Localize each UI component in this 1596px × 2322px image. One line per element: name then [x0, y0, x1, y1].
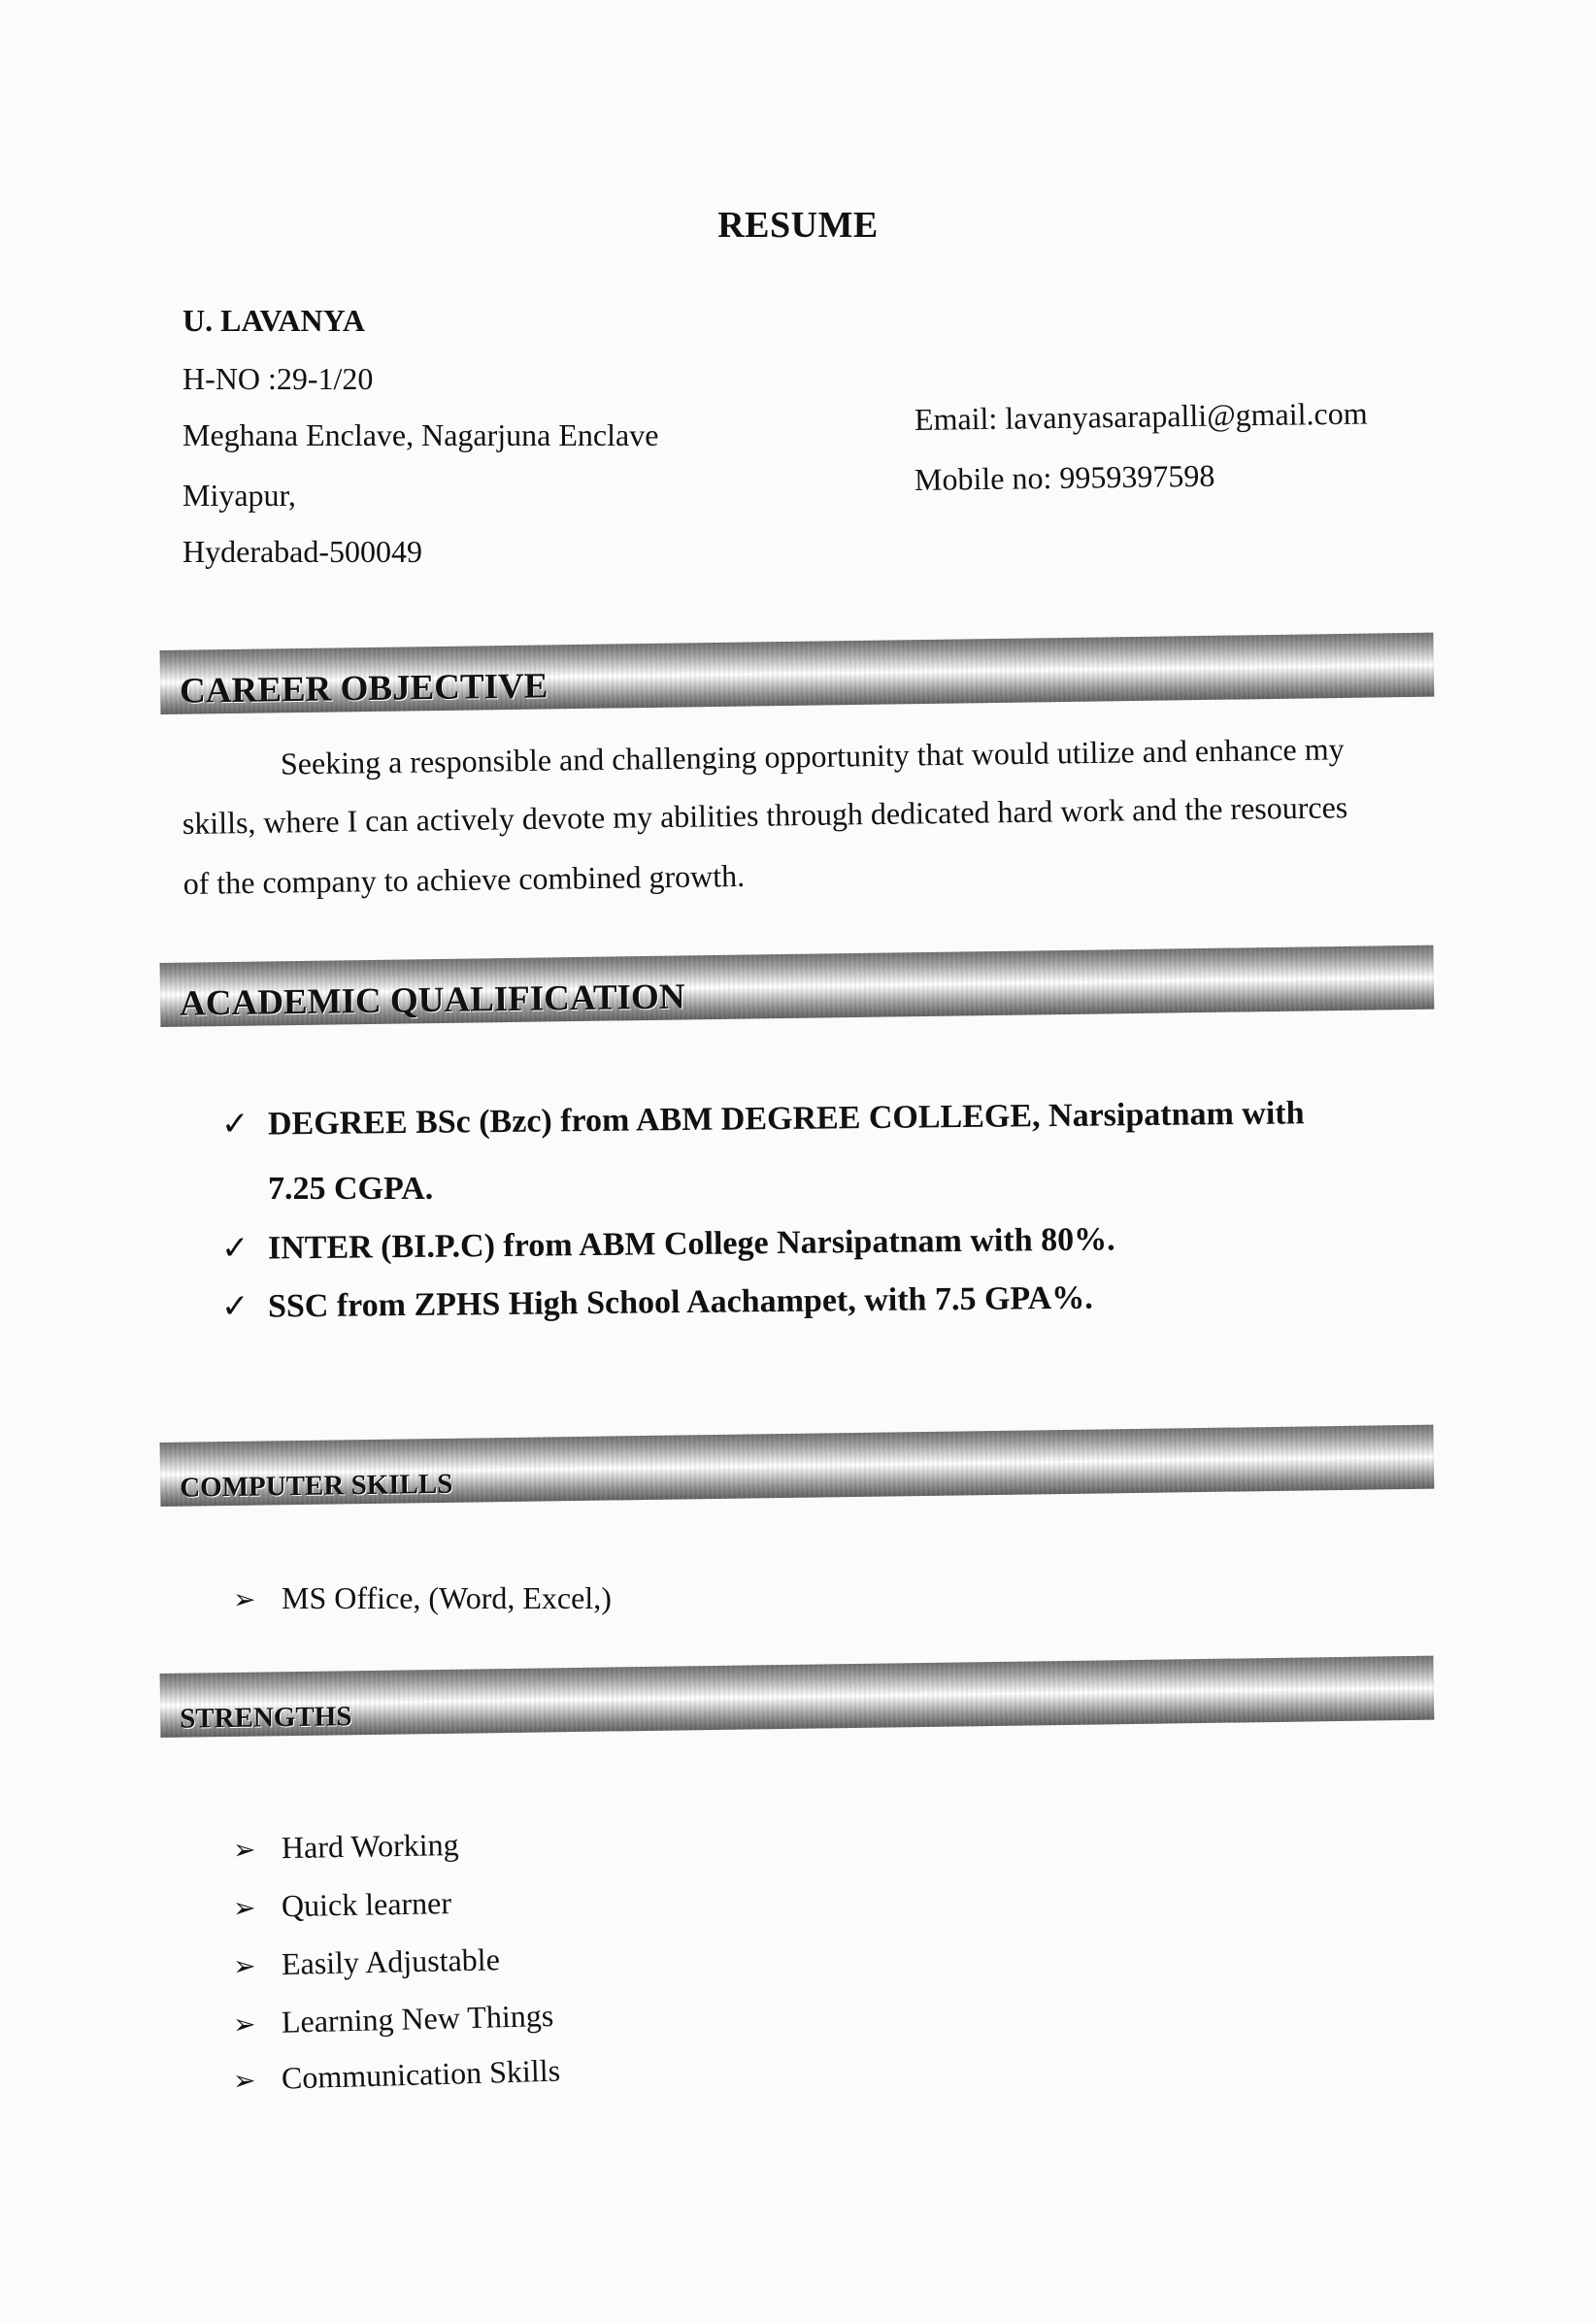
arrow-bullet-icon: ➢ [232, 1835, 256, 1866]
candidate-name: U. LAVANYA [183, 303, 365, 338]
arrow-bullet-icon: ➢ [233, 1585, 256, 1615]
academic-item-inter [221, 1219, 1115, 1268]
academic-item-text: DEGREE BSc (Bzc) from ABM DEGREE COLLEGE, Narsipatnam with [267, 1095, 1305, 1143]
section-bar-academic [160, 945, 1435, 1027]
strength-item [232, 2053, 560, 2098]
strength-text: Hard Working [281, 1826, 459, 1866]
address-house-number: H-NO :29-1/20 [183, 361, 374, 396]
objective-line: skills, where I can actively devote my abilities through dedicated hard work and the resources [182, 789, 1348, 841]
strength-item [233, 1885, 452, 1925]
mobile-text: Mobile no: 9959397598 [914, 457, 1215, 497]
career-objective-paragraph [182, 730, 1416, 922]
academic-item-degree-continued: 7.25 CGPA. [268, 1171, 434, 1207]
section-heading-computer-skills: COMPUTER SKILLS [179, 1468, 453, 1504]
computer-skill-item [233, 1580, 612, 1616]
checkmark-icon: ✓ [220, 1230, 249, 1267]
strength-item [233, 1998, 554, 2041]
academic-item-text: SSC from ZPHS High School Aachampet, with 7.5 GPA%. [267, 1279, 1093, 1325]
section-heading-academic: ACADEMIC QUALIFICATION [179, 977, 685, 1024]
section-heading-strengths: STRENGTHS [179, 1701, 352, 1735]
email-text: Email: lavanyasarapalli@gmail.com [914, 395, 1368, 437]
objective-line: of the company to achieve combined growth. [183, 857, 746, 901]
academic-item-degree [221, 1093, 1305, 1144]
address-locality: Miyapur, [183, 478, 296, 513]
strength-text: Easily Adjustable [281, 1941, 501, 1981]
section-bar-career-objective [160, 633, 1435, 714]
academic-item-text: INTER (BI.P.C) from ABM College Narsipatnam with 80%. [267, 1221, 1115, 1267]
document-title: RESUME [717, 205, 879, 246]
computer-skill-text: MS Office, (Word, Excel,) [282, 1580, 612, 1615]
address-city: Hyderabad-500049 [183, 534, 423, 569]
arrow-bullet-icon: ➢ [232, 2009, 256, 2040]
address-street: Meghana Enclave, Nagarjuna Enclave [183, 417, 659, 452]
checkmark-icon: ✓ [220, 1106, 249, 1143]
strength-text: Learning New Things [281, 1997, 554, 2040]
academic-item-ssc [221, 1278, 1093, 1326]
section-bar-computer-skills [160, 1425, 1435, 1507]
strength-text: Quick learner [281, 1885, 452, 1924]
arrow-bullet-icon: ➢ [232, 2066, 256, 2097]
section-heading-career-objective: CAREER OBJECTIVE [179, 666, 549, 712]
section-bar-strengths [160, 1656, 1435, 1738]
arrow-bullet-icon: ➢ [232, 1951, 256, 1982]
objective-line: Seeking a responsible and challenging opportunity that would utilize and enhance my [280, 731, 1345, 781]
arrow-bullet-icon: ➢ [232, 1893, 256, 1924]
strength-text: Communication Skills [281, 2052, 561, 2096]
strength-item [233, 1827, 459, 1867]
checkmark-icon: ✓ [220, 1288, 249, 1325]
strength-item [233, 1941, 501, 1983]
